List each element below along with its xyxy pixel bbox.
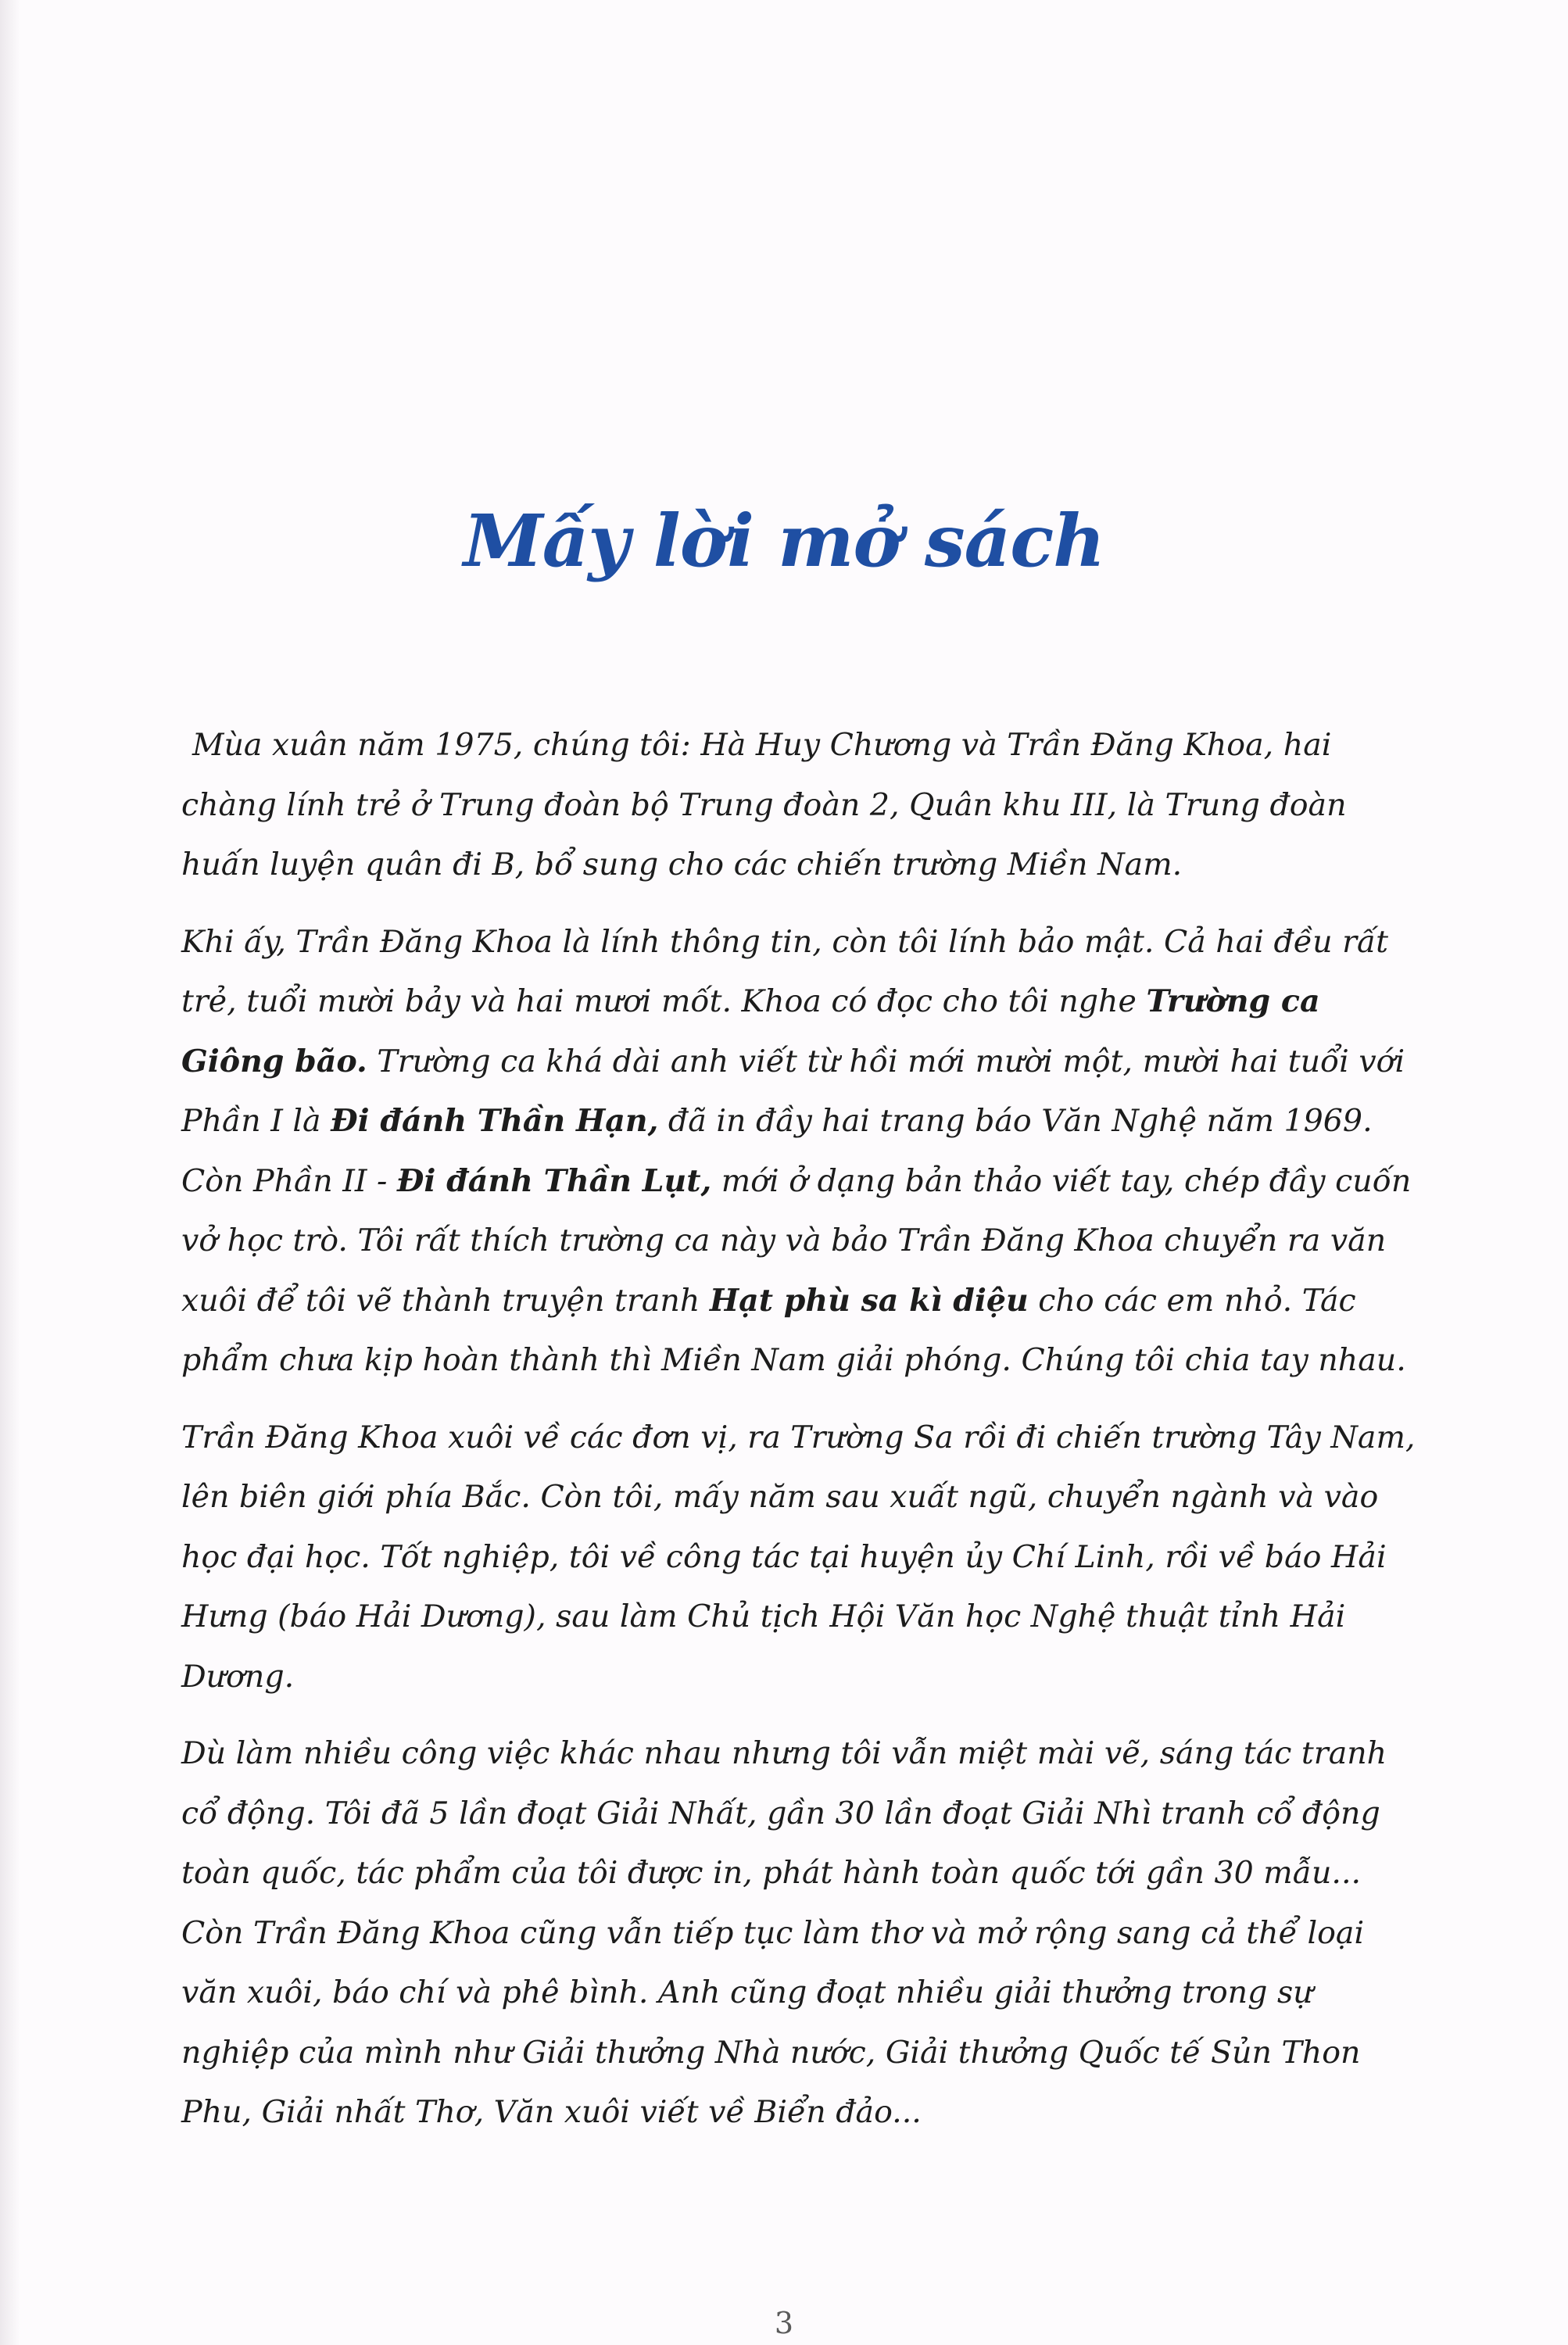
paragraph-text: Trường ca khá dài anh viết từ hồi mới mười một, mười hai tuổi với Phần I là (181, 1043, 1405, 1139)
paragraph-4 (181, 1724, 1416, 2143)
work-title-di-danh-than-han: Đi đánh Thần Hạn, (331, 1103, 659, 1139)
work-title-truong-ca-giong-bao: Trường ca Giông bão. (181, 983, 1320, 1079)
page-title: Mấy lời mở sách (463, 499, 1105, 583)
paragraph-text: mới ở dạng bản thảo viết tay, chép đầy cuốn vở học trò. Tôi rất thích trường ca này và bảo Trần Đăng Khoa chuyển ra văn xuôi để tôi vẽ thành truyện tranh (181, 1162, 1412, 1319)
body-text (181, 715, 1416, 2160)
paragraph-text: cho các em nhỏ. Tác phẩm chưa kịp hoàn thành thì Miền Nam giải phóng. Chúng tôi chia tay nhau. (181, 1282, 1406, 1378)
work-title-hat-phu-sa-ki-dieu: Hạt phù sa kì diệu (709, 1282, 1029, 1319)
paragraph-2 (181, 912, 1416, 1391)
page-number: 3 (774, 2306, 794, 2340)
paragraph-text: Khi ấy, Trần Đăng Khoa là lính thông tin, còn tôi lính bảo mật. Cả hai đều rất trẻ, tuổi mười bảy và hai mươi mốt. Khoa có đọc cho tôi nghe (181, 923, 1389, 1019)
paragraph-1 (181, 715, 1416, 895)
paragraph-text: Mùa xuân năm 1975, chúng tôi: Hà Huy Chương và Trần Đăng Khoa, hai chàng lính trẻ ở Trung đoàn bộ Trung đoàn 2, Quân khu III, là Trung đoàn huấn luyện quân đi B, bổ sung cho các chiến trường Miền Nam. (181, 727, 1347, 883)
work-title-di-danh-than-lut: Đi đánh Thần Lụt, (396, 1162, 712, 1199)
paragraph-text: Trần Đăng Khoa xuôi về các đơn vị, ra Trường Sa rồi đi chiến trường Tây Nam, lên biên giới phía Bắc. Còn tôi, mấy năm sau xuất ngũ, chuyển ngành và vào học đại học. Tốt nghiệp, tôi về công tác tại huyện ủy Chí Linh, rồi về báo Hải Hưng (báo Hải Dương), sau làm Chủ tịch Hội Văn học Nghệ thuật tỉnh Hải Dương. (181, 1419, 1416, 1695)
paragraph-text: đã in đầy hai trang báo Văn Nghệ năm 1969. Còn Phần II - (181, 1103, 1373, 1199)
paragraph-text: Dù làm nhiều công việc khác nhau nhưng tôi vẫn miệt mài vẽ, sáng tác tranh cổ động. Tôi đã 5 lần đoạt Giải Nhất, gần 30 lần đoạt Giải Nhì tranh cổ động toàn quốc, tác phẩm của tôi được in, phát hành toàn quốc tới gần 30 mẫu... Còn Trần Đăng Khoa cũng vẫn tiếp tục làm thơ và mở rộng sang cả thể loại văn xuôi, báo chí và phê bình. Anh cũng đoạt nhiều giải thưởng trong sự nghiệp của mình như Giải thưởng Nhà nước, Giải thưởng Quốc tế Sủn Thon Phu, Giải nhất Thơ, Văn xuôi viết về Biển đảo... (181, 1735, 1387, 2130)
paragraph-3 (181, 1408, 1416, 1707)
